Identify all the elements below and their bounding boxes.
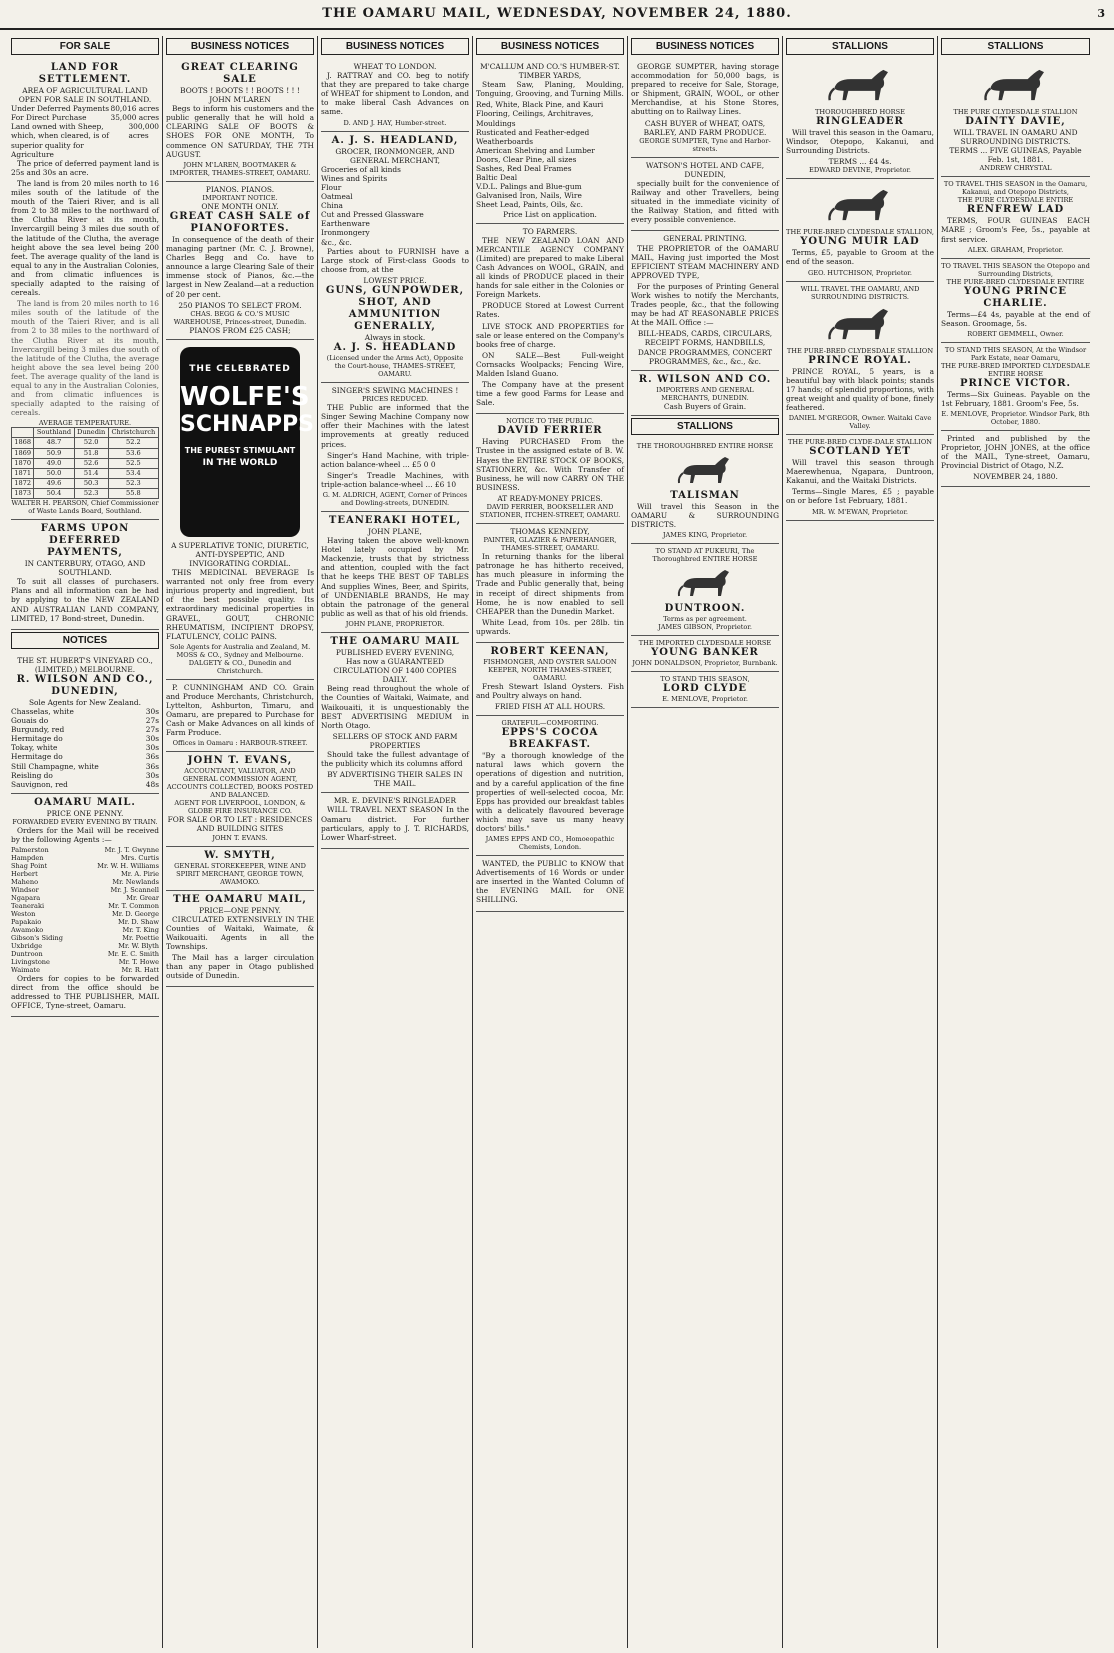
list-item: V.D.L. Palings and Blue-gum	[476, 182, 582, 192]
ad-text: Fresh Stewart Island Oysters. Fish and Poultry always on hand.	[476, 681, 624, 701]
ad-subtitle: PRICES REDUCED.	[361, 395, 429, 404]
ad-title: SCOTLAND YET	[809, 446, 911, 458]
oamaru-mail-ad	[11, 794, 159, 1018]
lord-clyde-ad	[631, 672, 779, 708]
list-item: Rusticated and Feather-edged Weatherboards	[476, 127, 590, 146]
ad-text: THE NEW ZEALAND LOAN AND MERCANTILE AGENCY COMPANY (Limited) are prepared to make Liberal Cash Advances on WOOL, GRAIN, and all kinds of PRODUCE placed in their hands for sale either in the Colonies or Foreign Markets.	[476, 235, 624, 300]
ad-heading: SELLERS OF STOCK AND FARM PROPERTIES	[332, 731, 458, 750]
horse-illustration	[675, 566, 735, 600]
young-banker-ad	[631, 636, 779, 672]
ad-highlight: 250 PIANOS TO SELECT FROM.	[178, 300, 302, 310]
list-item: Flooring, Ceilings, Architraves, Mouldings	[476, 109, 594, 128]
ad-terms: TERMS ... FIVE GUINEAS, Payable Feb. 1st, 1881.	[949, 146, 1082, 165]
ad-text: P. CUNNINGHAM AND CO. Grain and Produce Merchants, Christchurch, Lyttelton, Ashburton, Timaru, and Oamaru, are prepared to Purchase for Cash or Make Advances on all kinds of Farm Produce.	[166, 682, 314, 738]
ad-title: PRINCE VICTOR.	[959, 377, 1072, 389]
list-item: Maheno Mr. Newlands	[11, 878, 159, 887]
ad-text: Having PURCHASED From the Trustee in the assigned estate of B. W. Hayes the ENTIRE STOCK OF BOOKS, STATIONERY, &c. With Transfer of Business, he will now CARRY ON THE BUSINESS.	[476, 437, 624, 492]
ad-text: Will travel this Season in the OAMARU & SURROUNDING DISTRICTS.	[631, 501, 779, 529]
list-item: Red, White, Black Pine, and Kauri	[476, 100, 604, 110]
ad-footer: White Lead, from 10s. per 28lb. tin upwards.	[476, 617, 624, 636]
ad-text: Will travel this season through Maerewhenua, Ngapara, Duntroon, Kakanui, and the Waitaki Districts.	[786, 458, 934, 486]
list-item: Groceries of all kinds	[321, 164, 401, 174]
masthead	[0, 0, 1114, 30]
ad-text: Will travel this season in the Oamaru, Windsor, Otepopo, Kakanui, and Surrounding Districts.	[786, 128, 934, 156]
column-2	[163, 36, 318, 1648]
ad-heading: WILL TRAVEL IN OAMARU AND SURROUNDING DISTRICTS.	[953, 128, 1078, 147]
ad-subtitle: THE PURE-BRED CLYDE-DALE STALLION	[787, 438, 933, 447]
list-item: Under Deferred Payments 80,016 acres	[11, 104, 159, 114]
list-item: Teaneraki Mr. T. Common	[11, 902, 159, 911]
list-item: &c., &c.	[321, 237, 352, 247]
ad-subtitle: THE PURE CLYDESDALE ENTIRE	[957, 196, 1074, 205]
ad-agent: AGENT FOR LIVERPOOL, LONDON, & GLOBE FIRE INSURANCE CO.	[174, 799, 306, 816]
ad-footer: Price List on application.	[503, 209, 597, 219]
newspaper-columns	[8, 36, 1108, 1648]
list-item: Papakaio Mr. D. Shaw	[11, 918, 159, 927]
list-item: Ironmongery	[321, 228, 370, 238]
list-item: Duntroon Mr. E. C. Smith	[11, 950, 159, 959]
epps-cocoa-ad	[476, 716, 624, 856]
ad-title: DUNTROON.	[664, 603, 746, 615]
ad-title: W. SMYTH,	[204, 849, 276, 861]
ad-heading: FOR SALE OR TO LET : RESIDENCES AND BUILDING SITES	[167, 815, 313, 834]
wanted-ad	[476, 856, 624, 911]
young-muir-lad-ad	[786, 179, 934, 281]
list-item: Sauvignon, red 48s	[11, 779, 159, 789]
ad-terms: Terms, £5, payable to Groom at the end of the season.	[786, 248, 934, 267]
list-item: Tokay, white 30s	[11, 743, 159, 753]
ad-text: In returning thanks for the liberal patronage he has hitherto received, has much pleasure in informing the Trade and Public generally that, being in receipt of direct shipments from Home, he is now enabled to sell CHEAPER than the Dunedin Market.	[476, 552, 624, 616]
masthead-title: THE OAMARU MAIL, WEDNESDAY, NOVEMBER 24, 1880.	[322, 6, 792, 21]
ad-title: WHEAT TO LONDON.	[353, 62, 437, 71]
ad-terms: Terms as per agreement.	[663, 615, 747, 624]
ad-title: THE OAMARU MAIL,	[173, 893, 307, 905]
ad-title: TALISMAN	[670, 489, 740, 501]
pianos-ad	[166, 182, 314, 340]
duntroon-ad	[631, 544, 779, 636]
ad-heading: TO TRAVEL THIS SEASON in the Oamaru, Kakanui, and Otepopo Districts,	[943, 180, 1088, 197]
list-item: Still Champagne, white 36s	[11, 761, 159, 771]
section-header-stallions: STALLIONS	[786, 38, 934, 55]
mail-circulation-ad	[166, 891, 314, 988]
teaneraki-hotel-ad	[321, 512, 469, 633]
ad-title: OAMARU MAIL.	[34, 796, 136, 808]
signature: JAMES EPPS AND CO., Homoeopathic Chemists, London.	[485, 835, 615, 852]
list-item: Hermitage do 36s	[11, 752, 159, 762]
ad-subtitle: ONE MONTH ONLY.	[201, 201, 279, 211]
ad-address: CHAS. BEGG & CO.'S MUSIC WAREHOUSE, Princes-street, Dunedin.	[173, 309, 307, 326]
list-item: Cut and Pressed Glassware	[321, 210, 424, 220]
ad-subtitle: ACCOUNTANT, VALUATOR, AND GENERAL COMMISSION AGENT, ACCOUNTS COLLECTED, BOOKS POSTED AND BALANCED.	[166, 767, 314, 800]
rwilson-ad	[631, 371, 779, 416]
list-item: Baltic Deal	[476, 173, 518, 183]
ad-title: YOUNG MUIR LAD	[800, 236, 920, 248]
signature: GEO. HUTCHISON, Proprietor.	[808, 268, 912, 277]
signature: G. M. ALDRICH, AGENT, Corner of Princes and Dowling-streets, DUNEDIN.	[322, 491, 468, 507]
ad-subtitle: IMPORTERS AND GENERAL MERCHANTS, DUNEDIN.	[656, 385, 754, 402]
ad-title: SINGER'S SEWING MACHINES !	[331, 386, 459, 396]
column-5	[628, 36, 783, 1648]
ad-title: RENFREW LAD	[966, 204, 1065, 216]
ad-subtitle: Sole Agents for New Zealand.	[28, 697, 142, 707]
land-settlement-ad	[11, 59, 159, 520]
ad-title: THOMAS KENNEDY,	[510, 527, 590, 537]
ad-text: THIS MEDICINAL BEVERAGE Is warranted not only free from every injurious property and ingredient, but of the best possible quality. Its extraordinary medicinal properties in GRAVEL, GOUT, CHRONIC RHEUMATISM, INCIPIENT DROPSY, FLATULENCY, COLIC PAINS.	[166, 568, 314, 641]
ad-title: TEANERAKI HOTEL,	[328, 515, 462, 526]
ad-heading: WILL TRAVEL THE OAMARU, AND SURROUNDING DISTRICTS.	[800, 284, 920, 301]
smyth-ad	[166, 847, 314, 891]
ad-text: J. RATTRAY and CO. beg to notify that they are prepared to take charge of WHEAT for shipment to London, and to make liberal Cash Advances on same.	[321, 71, 469, 117]
ad-title: R. WILSON AND CO.	[638, 373, 772, 385]
signature: JOHN PLANE, PROPRIETOR.	[345, 619, 445, 628]
list-item: Galvanised Iron, Nails, Wire	[476, 191, 582, 201]
price-line: Singer's Hand Machine, with triple-action balance-wheel ... £5 0 0	[321, 450, 469, 469]
ad-title: GREAT CLEARING SALE	[181, 62, 299, 85]
farms-ad	[11, 520, 159, 630]
ad-text: Begs to inform his customers and the public generally that he will hold a CLEARING SALE OF BOOTS & SHOES FOR ONE MONTH, To commence ON SATURDAY, THE 7TH AUGUST.	[166, 104, 314, 159]
headland-ad	[321, 132, 469, 384]
section-header-stallions: STALLIONS	[941, 38, 1090, 55]
oamaru-mail-promo	[321, 633, 469, 793]
ad-agents: Sole Agents for Australia and Zealand, M. MOSS & CO., Sydney and Melbourne.	[169, 642, 311, 659]
ad-subtitle: THE PURE-BRED CLYDESDALE ENTIRE	[946, 277, 1085, 286]
table-row: 1871 50.0 51.4 53.4	[12, 468, 159, 478]
list-item: Chasselas, white 30s	[11, 706, 159, 716]
signature: DANIEL M'GREGOR, Owner. Waitaki Cave Valley.	[788, 414, 932, 431]
ad-text: Parties about to FURNISH have a Large stock of First-class Goods to choose from, at the	[321, 246, 469, 274]
list-item: Shag Point Mr. W. H. Williams	[11, 862, 159, 871]
column-3	[318, 36, 473, 1648]
ad-subtitle: GROCER, IRONMONGER, AND GENERAL MERCHANT,	[335, 146, 455, 165]
ad-highlight: Has now a GUARANTEED CIRCULATION OF 1400 COPIES DAILY.	[333, 657, 457, 685]
schnapps-label-image: THE CELEBRATED WOLFE'S SCHNAPPS THE PUREST STIMULANT IN THE WORLD	[180, 347, 300, 537]
ad-title: YOUNG PRINCE CHARLIE.	[964, 285, 1067, 309]
ad-subtitle: GENERAL STOREKEEPER, WINE AND SPIRIT MERCHANT, GEORGE TOWN, AWAMOKO.	[174, 861, 306, 886]
ad-highlight: Cash Buyers of Grain.	[663, 401, 747, 411]
list-item: For Direct Purchase 35,000 acres	[11, 113, 159, 123]
list-item: Weston Mr. D. George	[11, 910, 159, 919]
horse-illustration	[825, 65, 895, 105]
imprint	[941, 431, 1090, 486]
table-row: 1870 49.0 52.6 52.5	[12, 458, 159, 468]
ad-agents-2: DALGETY & CO., Dunedin and Christchurch.	[188, 658, 292, 675]
schnapps-ad	[166, 340, 314, 680]
land-price: The price of deferred payment land is 25s and 30s an acre.	[11, 158, 159, 177]
watsons-hotel-ad	[631, 158, 779, 232]
ad-title: JOHN T. EVANS,	[187, 755, 293, 767]
ferrier-ad	[476, 414, 624, 524]
ad-text-2: PRODUCE Stored at Lowest Current Rates.	[476, 301, 624, 320]
signature: ANDREW CHRYSTAL	[979, 164, 1052, 173]
list-item: China	[321, 201, 343, 211]
ad-terms: Terms—£4 4s, payable at the end of Season. Groomage, 5s.	[941, 309, 1090, 328]
section-header-for-sale: FOR SALE	[11, 38, 159, 55]
ad-terms: Terms—Six Guineas. Payable on the 1st February, 1881. Groom's Fee, 5s.	[941, 389, 1090, 408]
horse-illustration	[825, 185, 895, 225]
ad-text: Orders for the Mail will be received by the following Agents :—	[11, 825, 159, 844]
signature: JOHN DONALDSON, Proprietor, Burnbank.	[632, 659, 778, 668]
column-7	[938, 36, 1093, 1648]
ringleader-ad	[786, 59, 934, 179]
ad-subtitle: BOOTS ! BOOTS ! ! BOOTS ! ! !	[180, 86, 300, 95]
table-row: 1873 50.4 52.3 55.8	[12, 488, 159, 498]
ad-title: LAND FOR SETTLEMENT.	[38, 62, 132, 85]
ad-text-2: For the purposes of Printing General Work wishes to notify the Merchants, Trades people, &c., that the following may be had AT REASONABLE PRICES At the MAIL Office :—	[631, 281, 779, 328]
ad-heading: TO TRAVEL THIS SEASON the Otepopo and Surrounding Districts,	[941, 261, 1090, 278]
list-item: Livingstone Mr. T. Howe	[11, 958, 159, 967]
ad-name: JOHN M'LAREN	[209, 95, 271, 105]
ad-footer: BY ADVERTISING THEIR SALES IN THE MAIL.	[327, 770, 463, 789]
ad-subtitle: TO STAND THIS SEASON,	[660, 675, 750, 684]
list-item: Doors, Clear Pine, all sizes	[476, 154, 577, 164]
list-item: Sheet Lead, Paints, Oils, &c.	[476, 200, 583, 210]
list-item: Hermitage do 30s	[11, 734, 159, 744]
ad-title: M'CALLUM AND CO.'S HUMBER-ST. TIMBER YARDS,	[480, 62, 620, 81]
ad-heading: GREAT CASH SALE of PIANOFORTES.	[169, 210, 311, 234]
signature: D. AND J. HAY, Humber-street.	[343, 118, 447, 127]
section-header-business: BUSINESS NOTICES	[166, 38, 314, 55]
ad-footer: The Mail has a larger circulation than any paper in Otago published outside of Dunedin.	[166, 953, 314, 981]
column-1	[8, 36, 163, 1648]
ad-footer: The Company have at the present time a few good Farms for Lease and Sale.	[476, 380, 624, 408]
list-item: Windsor Mr. J. Scannell	[11, 886, 159, 895]
scotland-yet-ad	[786, 435, 934, 520]
signature: E. MENLOVE, Proprietor. Windsor Park, 8th October, 1880.	[941, 410, 1090, 427]
ad-address: (Licensed under the Arms Act), Opposite the Court-house, THAMES-STREET, OAMARU.	[326, 354, 464, 379]
evans-ad	[166, 752, 314, 846]
ad-title: ROBERT KEENAN,	[490, 645, 610, 657]
list-item: Oatmeal	[321, 192, 353, 202]
temperature-table	[11, 427, 159, 499]
ad-notice: GRATEFUL—COMFORTING.	[501, 719, 599, 728]
prince-victor-ad	[941, 343, 1090, 431]
ad-subtitle: THE PURE-BRED CLYDESDALE STALLION	[786, 346, 934, 355]
ad-title: THE ST. HUBERT'S VINEYARD CO., (LIMITED,) MELBOURNE.	[17, 655, 153, 674]
section-header-notices: NOTICES	[11, 632, 159, 649]
ad-text-3: LIVE STOCK AND PROPERTIES for sale or lease entered on the Company's books free of charge.	[476, 321, 624, 349]
list-item: Flour	[321, 182, 342, 192]
ad-highlight: LOWEST PRICE.	[363, 275, 427, 285]
signature: E. MENLOVE, Proprietor.	[662, 695, 748, 704]
ad-heading: TO STAND THIS SEASON, At the Windsor Park Estate, near Oamaru,	[944, 345, 1087, 362]
singer-ad	[321, 383, 469, 512]
general-printing-ad	[631, 231, 779, 370]
ad-text: GEORGE SUMPTER, having storage accommodation for 50,000 bags, is prepared to receive for Sale, Storage, or Shipment, GRAIN, WOOL, or other Merchandise, at his Stone Stores, abutting on to Railway Lines.	[631, 62, 779, 117]
page-number: 3	[1097, 7, 1106, 20]
list-item: Waimate Mr. R. Hatt	[11, 966, 159, 975]
ad-title: DAVID FERRIER	[497, 425, 603, 437]
ad-subtitle: THE PURE-BRED IMPORTED CLYDESDALE ENTIRE HORSE	[941, 361, 1090, 378]
land-text: The land is from 20 miles north to 16 miles south of the latitude of the mouth of the Taieri River, and is all from 2 to 38 miles to the northward of the Clutha River at its mouth, Invercargill being 3 miles due south of the latitude of the Clutha, the average height above the sea level being 200 feet. The average quality of the land is equal to any in the Australian Colonies, and from climatic influences is specially adapted to the raising of cereals.	[11, 178, 159, 298]
devine-ad	[321, 793, 469, 848]
ad-title: DAINTY DAVIE,	[965, 116, 1066, 127]
ad-subtitle: PAINTER, GLAZIER & PAPERHANGER, THAMES-STREET, OAMARU.	[483, 536, 617, 553]
prince-royal-ad	[786, 282, 934, 435]
talisman-ad	[631, 439, 779, 544]
ad-title: WATSON'S HOTEL AND CAFE, DUNEDIN,	[645, 160, 765, 179]
ad-highlight: CASH BUYER of WHEAT, OATS, BARLEY, AND FARM PRODUCE.	[643, 118, 767, 137]
ad-text: WILL TRAVEL NEXT SEASON In the Oamaru district. For further particulars, apply to J. T. RICHARDS, Lower Wharf-street.	[321, 805, 469, 842]
list-item: Awamoko Mr. T. King	[11, 926, 159, 935]
horse-illustration	[981, 65, 1051, 105]
temp-title: AVERAGE TEMPERATURE.	[38, 419, 132, 428]
list-item: American Shelving and Lumber	[476, 145, 595, 155]
ad-text: To suit all classes of purchasers. Plans and all information can be had by applying to the NEW ZEALAND AND AUSTRALIAN LAND COMPANY, LIMITED, 17 Bond-street, Dunedin.	[11, 577, 159, 623]
column-6	[783, 36, 938, 1648]
ad-notice: NOTICE TO THE PUBLIC.	[506, 417, 594, 426]
ad-subtitle: FISHMONGER, AND OYSTER SALOON KEEPER, NORTH THAMES-STREET, OAMARU.	[483, 657, 617, 682]
vineyard-ad	[11, 653, 159, 794]
ad-text: "By a thorough knowledge of the natural laws which govern the operations of digestion and nutrition, and by a careful application of the fine properties of well-selected cocoa, Mr. Epps has provided our breakfast tables with a delicately flavoured beverage which may save us many heavy doctors' bills."	[476, 751, 624, 833]
ad-text: WANTED, the PUBLIC to KNOW that Advertisements of 16 Words or under are inserted in the Wanted Column of the EVENING MAIL for ONE SHILLING.	[476, 859, 624, 905]
agent-list	[11, 846, 159, 974]
ad-terms: TERMS ... £4 4s.	[828, 157, 892, 167]
kennedy-ad	[476, 524, 624, 643]
ad-title: THE OAMARU MAIL	[330, 635, 460, 647]
imprint-date: NOVEMBER 24, 1880.	[973, 472, 1058, 482]
signature: WALTER H. PEARSON, Chief Commissioner of Waste Lands Board, Southland.	[11, 499, 159, 516]
ad-text: THE PROPRIETOR of the OAMARU MAIL, Having just imported the Most EFFICIENT STEAM MACHINERY AND APPROVED TYPE,	[631, 243, 779, 280]
dainty-davie-ad	[941, 59, 1090, 177]
signature: DAVID FERRIER, BOOKSELLER AND STATIONER, ITCHEN-STREET, OAMARU.	[479, 503, 621, 520]
table-row: 1868 48.7 52.0 52.2	[12, 438, 159, 448]
signature: JOHN M'LAREN, BOOTMAKER & IMPORTER, THAMES-STREET, OAMARU.	[169, 160, 311, 177]
table-row: 1869 50.9 51.8 53.6	[12, 448, 159, 458]
ad-title: GENERAL PRINTING.	[663, 234, 747, 244]
list-item: Earthenware	[321, 219, 370, 229]
horse-illustration	[675, 453, 735, 487]
ad-subtitle: THE PURE-BRED CLYDESDALE STALLION,	[786, 228, 934, 237]
signature: MR. W. M'EWAN, Proprietor.	[812, 507, 908, 516]
ad-title: FARMS UPON DEFERRED PAYMENTS,	[40, 523, 130, 559]
list-item: Palmerston Mr. J. T. Gwynne	[11, 846, 159, 855]
ad-title: A. J. S. HEADLAND,	[331, 134, 459, 146]
ad-name: R. WILSON AND CO., DUNEDIN,	[16, 673, 154, 697]
list-item: Reisling do 30s	[11, 770, 159, 780]
ad-subtitle: THE THOROUGHBRED ENTIRE HORSE	[636, 441, 774, 450]
signature: EDWARD DEVINE, Proprietor.	[809, 166, 911, 175]
ad-footer: Orders for copies to be forwarded direct from the office should be addressed to THE PUBLISHER, MAIL OFFICE, Tyne-street, Oamaru.	[11, 974, 159, 1011]
list-item: Uxbridge Mr. W. Blyth	[11, 942, 159, 951]
ad-text: THE Public are informed that the Singer Sewing Machine Company now offer their Machines with the latest improvements at greatly reduced prices.	[321, 403, 469, 449]
ad-title: LORD CLYDE	[663, 683, 747, 695]
ad-subtitle: TO STAND AT PUKEURI, The Thoroughbred ENTIRE HORSE	[652, 547, 758, 564]
ad-notice: IMPORTANT NOTICE.	[202, 193, 278, 202]
horse-illustration	[825, 304, 895, 344]
list-item: Gibson's Siding Mr. Poettie	[11, 934, 159, 943]
list-item: Herbert Mr. A. Pirie	[11, 870, 159, 879]
ad-highlight: AT READY-MONEY PRICES.	[497, 493, 603, 503]
sumpter-ad	[631, 59, 779, 158]
section-header-business: BUSINESS NOTICES	[631, 38, 779, 55]
section-header-business: BUSINESS NOTICES	[476, 38, 624, 55]
list-item: Burgundy, red 27s	[11, 725, 159, 735]
ad-subtitle: Always in stock.	[364, 332, 426, 342]
ad-title: PIANOS. PIANOS.	[205, 184, 275, 194]
ad-price: PRICE ONE PENNY.	[46, 808, 124, 818]
ad-terms: TERMS, FOUR GUINEAS EACH MARE ; Groom's Fee, 5s., payable at first service.	[941, 216, 1090, 244]
table-row: 1872 49.6 50.3 52.3	[12, 478, 159, 488]
ad-subtitle: FORWARDED EVERY EVENING BY TRAIN.	[12, 817, 158, 826]
ad-price: PRICE—ONE PENNY.	[199, 905, 281, 915]
column-4	[473, 36, 628, 1648]
ad-text-4: ON SALE—Best Full-weight Cornsacks Woolpacks; Fencing Wire, Malden Island Guano.	[476, 350, 624, 378]
price-line: Singer's Treadle Machines, with triple-action balance-wheel ... £6 10	[321, 470, 469, 489]
ad-subtitle: THE PURE CLYDESDALE STALLION	[953, 108, 1078, 116]
list-item: Ngapara Mr. Grear	[11, 894, 159, 903]
ad-text: Having taken the above well-known Hotel lately occupied by Mr. Mackenzie, trusts that by strictness and attention, coupled with the fact that he keeps THE BEST OF TABLES And supplies Wines, Beer, and Spirits, of UNDENIABLE BRANDS, He may obtain the patronage of the general public as well as that of his old friends.	[321, 536, 469, 618]
ad-title: PRINCE ROYAL.	[808, 354, 912, 366]
ad-title: MR. E. DEVINE'S RINGLEADER	[333, 796, 457, 806]
list-item: Land owned with Sheep, which, when cleared, is of superior quality for Agriculture 300,000 acres	[11, 122, 159, 159]
ad-text: specially built for the convenience of Railway and other Travellers, being situated in the immediate vicinity of the Railway Station, and fitted with every possible convenience.	[631, 178, 779, 225]
wheat-ad	[321, 59, 469, 132]
ad-subtitle: PUBLISHED EVERY EVENING,	[335, 647, 455, 657]
ad-title: RINGLEADER	[816, 116, 904, 127]
keenan-ad	[476, 643, 624, 716]
ad-heading: GUNS, GUNPOWDER, SHOT, AND AMMUNITION GENERALLY,	[325, 284, 465, 332]
land-rows	[11, 104, 159, 159]
ad-name: A. J. S. HEADLAND	[333, 342, 457, 354]
ad-terms: Terms—Single Mares, £5 ; payable on or before 1st February, 1881.	[786, 487, 934, 506]
ad-text: In consequence of the death of their managing partner (Mr. C. J. Browne), Charles Begg and Co. have to announce a large Clearing Sale of their immense stock of Pianos, &c.—the largest in New Zealand—at a reduction of 20 per cent.	[166, 234, 314, 299]
land-text-continued: The land is from 20 miles north to 16 miles south of the latitude of the mouth of the Taieri River, and is all from 2 to 38 miles to the northward of the Clutha River at its mouth, Invercargill being 3 miles due south of the latitude of the Clutha, the average height above the sea level being 200 feet. The average quality of the land is equal to any in the Australian Colonies, and from climatic influences is specially adapted to the raising of cereals.	[11, 299, 159, 418]
young-prince-charlie-ad	[941, 259, 1090, 343]
ad-name: JOHN PLANE,	[368, 527, 422, 536]
list-item: Sashes, Red Deal Frames	[476, 164, 572, 174]
ad-text: Steam Saw, Planing, Moulding, Tonguing, Grooving, and Turning Mills.	[476, 80, 624, 99]
section-header-stallions: STALLIONS	[631, 418, 779, 435]
ad-title: TO FARMERS.	[522, 226, 578, 236]
signature: ROBERT GEMMELL, Owner.	[967, 329, 1064, 338]
list-item: Gouais do 27s	[11, 716, 159, 726]
mccallum-ad	[476, 59, 624, 224]
nz-loan-ad	[476, 224, 624, 415]
ad-title: EPPS'S COCOA BREAKFAST.	[501, 727, 599, 751]
wine-list	[11, 707, 159, 789]
signature: GEORGE SUMPTER, Tyne and Harbor-streets.	[639, 136, 771, 153]
ad-subtitle: A SUPERLATIVE TONIC, DIURETIC, ANTI-DYSPEPTIC, AND INVIGORATING CORDIAL.	[171, 540, 309, 568]
signature: JAMES KING, Proprietor.	[662, 531, 748, 540]
ad-subtitle: THE IMPORTED CLYDESDALE HORSE	[638, 639, 772, 648]
signature: JAMES GIBSON, Proprietor.	[658, 623, 752, 632]
ad-text-2: Should take the fullest advantage of the publicity which its columns afford	[321, 749, 469, 769]
ad-list: BILL-HEADS, CARDS, CIRCULARS, RECEIPT FORMS, HANDBILLS, DANCE PROGRAMMES, CONCERT PROGRAMMES, &c., &c., &c.	[637, 329, 773, 366]
ad-text: PRINCE ROYAL, 5 years, is a beautiful bay with black points; stands 17 hands; of splendid proportions, with great weight and quality of bone, finely feathered.	[786, 366, 934, 412]
ad-price: PIANOS FROM £25 CASH;	[189, 325, 291, 335]
ad-footer: FRIED FISH AT ALL HOURS.	[494, 702, 606, 712]
ad-title: YOUNG BANKER	[651, 647, 759, 659]
table-row: Southland Dunedin Christchurch	[12, 428, 159, 438]
signature: JOHN T. EVANS.	[212, 833, 268, 842]
ad-subtitle: AREA OF AGRICULTURAL LAND OPEN FOR SALE IN SOUTHLAND.	[18, 86, 152, 105]
cunningham-ad	[166, 680, 314, 753]
imprint-text: Printed and published by the Proprietor, JOHN JONES, at the office of the MAIL, Tyne-street, Oamaru, Provincial District of Otago, N.Z.	[941, 434, 1090, 471]
list-item: Hampden Mrs. Curtis	[11, 854, 159, 863]
clearing-sale-ad	[166, 59, 314, 182]
ad-subtitle: IN CANTERBURY, OTAGO, AND SOUTHLAND.	[24, 559, 146, 578]
ad-subtitle: THOROUGHBRED HORSE	[815, 108, 905, 116]
signature: ALEX. GRAHAM, Proprietor.	[967, 245, 1064, 254]
ad-text: CIRCULATED EXTENSIVELY IN THE Counties of Waitaki, Waimate, & Waikouaiti. Agents in all the Townships.	[166, 914, 314, 951]
renfrew-lad-ad	[941, 177, 1090, 258]
ad-address: Offices in Oamaru : HARBOUR-STREET.	[172, 739, 308, 748]
ad-text: Being read throughout the whole of the Counties of Waitaki, Waimate, and Waikouaiti, it is unquestionably the BEST ADVERTISING MEDIUM in North Otago.	[321, 684, 469, 730]
list-item: Wines and Spirits	[321, 173, 388, 183]
section-header-business: BUSINESS NOTICES	[321, 38, 469, 55]
